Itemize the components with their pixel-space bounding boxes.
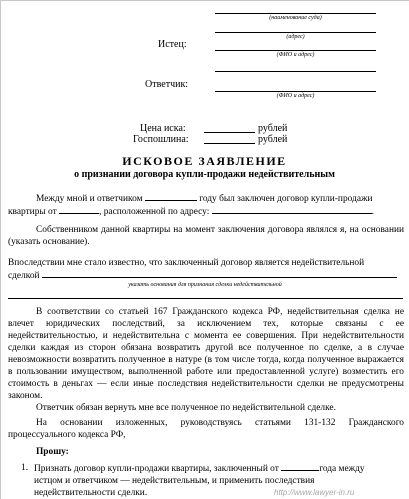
paragraph-contract xyxy=(8,192,404,218)
plaintiff-address-caption: (адрес) xyxy=(286,34,305,40)
paragraph-return: Ответчик обязан вернуть мне все полученное по недействительной сделке. xyxy=(36,403,336,413)
p1-text-a: Между мной и ответчиком xyxy=(36,194,143,204)
item1-text-a: Признать договор купли-продажи квартиры, заключенный от xyxy=(34,464,279,474)
p1-text-c: квартиры от xyxy=(8,207,57,217)
court-name-caption: (наименование суда) xyxy=(269,15,322,21)
p1-text-e: . xyxy=(371,207,374,217)
item1-text-d: недействительности сделки. xyxy=(34,488,148,498)
item1-text-b: года между xyxy=(319,464,365,474)
defendant-line-1 xyxy=(215,71,376,72)
request-item-1-number: 1. xyxy=(21,463,29,473)
paragraph-invalid xyxy=(8,257,404,282)
item1-text-c: истцом и ответчиком — недействительным, и применить последствия xyxy=(34,476,315,486)
p1-date-blank xyxy=(59,205,99,214)
p1-text-d: , расположенной по адресу: xyxy=(99,207,210,217)
document-subtitle: о признании договора купли-продажи недействительным xyxy=(74,169,335,180)
defendant-fio-caption: (ФИО и адрес) xyxy=(276,93,315,99)
plaintiff-line-2 xyxy=(215,50,376,51)
plaintiff-label: Истец: xyxy=(158,39,187,50)
p3-grounds-blank xyxy=(42,269,397,278)
p1-address-blank xyxy=(212,205,372,214)
p3-text-a: Впоследствии мне стало известно, что заключенный договор является недействительной xyxy=(8,258,365,268)
court-name-line xyxy=(215,13,376,14)
p1-year-blank xyxy=(145,192,197,201)
claim-price-line xyxy=(204,132,255,133)
state-fee-currency: рублей xyxy=(258,134,288,145)
watermark-url: http://www.lawyer-in.ru xyxy=(274,488,355,497)
defendant-label: Ответчик: xyxy=(145,79,189,90)
document-title: ИСКОВОЕ ЗАЯВЛЕНИЕ xyxy=(122,154,287,168)
item1-date-blank xyxy=(281,462,319,471)
plaintiff-line-1 xyxy=(215,32,376,33)
p3-extra-line xyxy=(8,298,403,299)
paragraph-ownership: Собственником данной квартиры на момент заключения договора являлся я, на основании (указать основание). xyxy=(8,225,404,247)
paragraph-legal-basis: На основании изложенных, руководствуясь статьями 131-132 Гражданского процессуального кодекса РФ, xyxy=(8,418,404,440)
p3-text-b: сделкой xyxy=(8,271,40,281)
state-fee-line xyxy=(204,143,255,144)
claim-price-label: Цена иска: xyxy=(140,123,186,134)
defendant-line-2 xyxy=(215,91,376,92)
paragraph-article-167: В соответствии со статьей 167 Гражданского кодекса РФ, недействительная сделка не влечет юридических последствий, за исключением тех, которые связаны с ее недействительностью, и недействительна с момента ее совершения. При недействительности сделки каждая из сторон обязана возвратить другой все полученное по сделке, а в случае невозможности возвратить полученное в натуре (в том числе тогда, когда полученное выражается в пользовании имуществом, выполненной работе или предоставленной услуге) возместить его стоимость в деньгах — если иные последствия недействительности сделки не предусмотрены законом. xyxy=(8,307,404,401)
plaintiff-fio-caption: (ФИО и адрес) xyxy=(276,52,315,58)
claim-price-currency: рублей xyxy=(258,123,288,134)
state-fee-label: Госпошлина: xyxy=(133,134,189,145)
p1-text-b: году был заключен договор купли-продажи xyxy=(199,194,373,204)
p3-caption: указать основания для признания сделки недействительной xyxy=(128,282,282,288)
request-label: Прошу: xyxy=(36,447,69,457)
